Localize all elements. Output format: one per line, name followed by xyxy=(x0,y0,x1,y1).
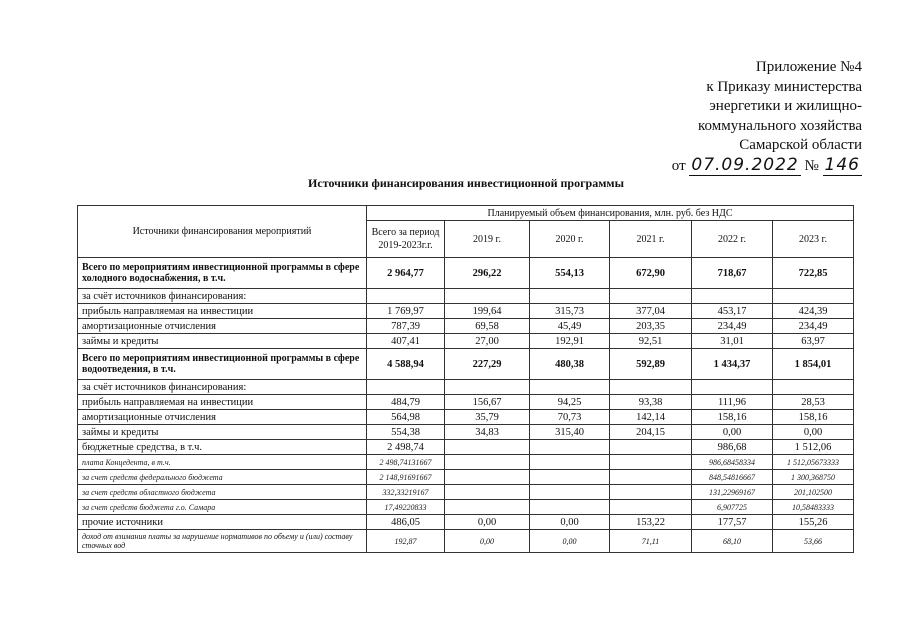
row-label: прибыль направляемая на инвестиции xyxy=(78,304,367,319)
number-prefix: № xyxy=(804,157,819,174)
row-year-value xyxy=(610,485,692,500)
row-year-value: 71,11 xyxy=(610,530,692,553)
row-year-value: 93,38 xyxy=(610,395,692,410)
row-year-value: 0,00 xyxy=(445,515,530,530)
row-year-value: 155,26 xyxy=(773,515,854,530)
row-total: 2 498,74131667 xyxy=(367,455,445,470)
row-year-value: 192,91 xyxy=(530,334,610,349)
order-number: 146 xyxy=(824,154,860,175)
header-year: 2023 г. xyxy=(773,221,854,258)
row-year-value: 68,10 xyxy=(692,530,773,553)
order-date: 07.09.2022 xyxy=(691,154,799,175)
row-label: прибыль направляемая на инвестиции xyxy=(78,395,367,410)
row-year-value: 156,67 xyxy=(445,395,530,410)
row-year-value xyxy=(610,289,692,304)
row-year-value: 199,64 xyxy=(445,304,530,319)
row-year-value xyxy=(530,440,610,455)
row-year-value: 315,40 xyxy=(530,425,610,440)
row-year-value: 111,96 xyxy=(692,395,773,410)
row-total: 2 498,74 xyxy=(367,440,445,455)
row-year-value xyxy=(445,440,530,455)
row-year-value: 28,53 xyxy=(773,395,854,410)
row-year-value: 296,22 xyxy=(445,258,530,289)
table-row xyxy=(78,515,854,530)
row-year-value: 234,49 xyxy=(773,319,854,334)
row-year-value: 201,102500 xyxy=(773,485,854,500)
row-label: плата Концедента, в т.ч. xyxy=(78,455,367,470)
row-year-value: 10,58483333 xyxy=(773,500,854,515)
row-total: 2 148,91691667 xyxy=(367,470,445,485)
row-year-value: 986,68458334 xyxy=(692,455,773,470)
row-year-value: 203,35 xyxy=(610,319,692,334)
row-year-value: 718,67 xyxy=(692,258,773,289)
table-row xyxy=(78,395,854,410)
row-year-value: 377,04 xyxy=(610,304,692,319)
table-row xyxy=(78,470,854,485)
row-label: амортизационные отчисления xyxy=(78,410,367,425)
row-year-value: 70,73 xyxy=(530,410,610,425)
row-label: бюджетные средства, в т.ч. xyxy=(78,440,367,455)
row-year-value: 153,22 xyxy=(610,515,692,530)
row-year-value xyxy=(692,289,773,304)
header-year: 2020 г. xyxy=(530,221,610,258)
row-year-value: 63,97 xyxy=(773,334,854,349)
row-total: 407,41 xyxy=(367,334,445,349)
row-year-value xyxy=(610,440,692,455)
row-total: 1 769,97 xyxy=(367,304,445,319)
row-year-value xyxy=(610,380,692,395)
row-year-value xyxy=(530,470,610,485)
row-year-value: 1 854,01 xyxy=(773,349,854,380)
row-year-value xyxy=(445,500,530,515)
row-year-value: 131,22969167 xyxy=(692,485,773,500)
row-year-value: 92,51 xyxy=(610,334,692,349)
row-year-value: 0,00 xyxy=(530,515,610,530)
row-label: за счет средств областного бюджета xyxy=(78,485,367,500)
row-label: за счёт источников финансирования: xyxy=(78,289,367,304)
header-source: Источники финансирования мероприятий xyxy=(78,206,367,258)
row-label: займы и кредиты xyxy=(78,334,367,349)
row-year-value: 1 434,37 xyxy=(692,349,773,380)
table-row xyxy=(78,334,854,349)
row-label: амортизационные отчисления xyxy=(78,319,367,334)
document-header xyxy=(600,58,862,176)
header-year: 2021 г. xyxy=(610,221,692,258)
date-prefix: от xyxy=(671,157,686,174)
table-row xyxy=(78,530,854,553)
document-title: Источники финансирования инвестиционной программы xyxy=(308,176,624,190)
row-year-value xyxy=(610,470,692,485)
row-year-value xyxy=(530,455,610,470)
row-year-value xyxy=(692,380,773,395)
row-total: 332,33219167 xyxy=(367,485,445,500)
row-total: 17,49220833 xyxy=(367,500,445,515)
row-total: 564,98 xyxy=(367,410,445,425)
row-year-value xyxy=(773,289,854,304)
header-year: 2019 г. xyxy=(445,221,530,258)
row-total: 787,39 xyxy=(367,319,445,334)
row-year-value: 94,25 xyxy=(530,395,610,410)
row-year-value xyxy=(530,289,610,304)
row-year-value: 0,00 xyxy=(692,425,773,440)
row-year-value: 592,89 xyxy=(610,349,692,380)
table-row xyxy=(78,319,854,334)
row-year-value xyxy=(445,455,530,470)
row-year-value: 672,90 xyxy=(610,258,692,289)
row-year-value: 1 512,06 xyxy=(773,440,854,455)
row-label: Всего по мероприятиям инвестиционной программы в сфере водоотведения, в т.ч. xyxy=(78,349,367,380)
table-row xyxy=(78,455,854,470)
row-year-value: 722,85 xyxy=(773,258,854,289)
row-year-value xyxy=(530,485,610,500)
header-planned: Планируемый объем финансирования, млн. руб. без НДС xyxy=(367,206,854,221)
row-total xyxy=(367,380,445,395)
row-year-value: 142,14 xyxy=(610,410,692,425)
row-year-value xyxy=(445,380,530,395)
table-row xyxy=(78,304,854,319)
row-year-value: 227,29 xyxy=(445,349,530,380)
table-row xyxy=(78,440,854,455)
row-year-value: 1 512,05673333 xyxy=(773,455,854,470)
row-year-value xyxy=(610,455,692,470)
table-row xyxy=(78,349,854,380)
table-row xyxy=(78,500,854,515)
row-year-value: 177,57 xyxy=(692,515,773,530)
row-year-value: 315,73 xyxy=(530,304,610,319)
header-line-2: к Приказу министерства xyxy=(706,78,862,95)
header-year: 2022 г. xyxy=(692,221,773,258)
row-year-value: 986,68 xyxy=(692,440,773,455)
row-year-value: 1 300,368750 xyxy=(773,470,854,485)
row-total: 554,38 xyxy=(367,425,445,440)
order-date-number xyxy=(600,156,862,177)
row-year-value: 554,13 xyxy=(530,258,610,289)
row-year-value: 453,17 xyxy=(692,304,773,319)
row-total: 192,87 xyxy=(367,530,445,553)
row-year-value: 234,49 xyxy=(692,319,773,334)
row-year-value: 35,79 xyxy=(445,410,530,425)
row-label: за счёт источников финансирования: xyxy=(78,380,367,395)
row-label: прочие источники xyxy=(78,515,367,530)
table-row xyxy=(78,410,854,425)
table-row xyxy=(78,380,854,395)
row-label: за счет средств федерального бюджета xyxy=(78,470,367,485)
row-total: 2 964,77 xyxy=(367,258,445,289)
row-year-value: 31,01 xyxy=(692,334,773,349)
row-year-value: 0,00 xyxy=(773,425,854,440)
table-row xyxy=(78,258,854,289)
header-line-5: Самарской области xyxy=(739,137,862,153)
row-total xyxy=(367,289,445,304)
table-row xyxy=(78,289,854,304)
row-total: 484,79 xyxy=(367,395,445,410)
row-year-value: 45,49 xyxy=(530,319,610,334)
row-year-value: 158,16 xyxy=(773,410,854,425)
row-year-value: 34,83 xyxy=(445,425,530,440)
header-line-3: энергетики и жилищно- xyxy=(709,98,862,114)
row-label: за счет средств бюджета г.о. Самара xyxy=(78,500,367,515)
row-label: доход от взимания платы за нарушение нормативов по объему и (или) составу сточных вод xyxy=(78,530,367,553)
row-year-value: 158,16 xyxy=(692,410,773,425)
row-year-value: 6,907725 xyxy=(692,500,773,515)
row-year-value: 480,38 xyxy=(530,349,610,380)
row-year-value xyxy=(530,380,610,395)
row-label: Всего по мероприятиям инвестиционной программы в сфере холодного водоснабжения, в т.ч. xyxy=(78,258,367,289)
row-year-value: 0,00 xyxy=(445,530,530,553)
row-year-value xyxy=(445,485,530,500)
row-year-value xyxy=(445,470,530,485)
row-year-value: 53,66 xyxy=(773,530,854,553)
row-total: 4 588,94 xyxy=(367,349,445,380)
row-year-value xyxy=(773,380,854,395)
row-year-value: 204,15 xyxy=(610,425,692,440)
row-year-value xyxy=(445,289,530,304)
header-line-4: коммунального хозяйства xyxy=(698,117,862,134)
table-row xyxy=(78,425,854,440)
header-line-1: Приложение №4 xyxy=(755,59,862,75)
row-year-value: 424,39 xyxy=(773,304,854,319)
row-label: займы и кредиты xyxy=(78,425,367,440)
row-year-value: 69,58 xyxy=(445,319,530,334)
row-year-value xyxy=(610,500,692,515)
table-row xyxy=(78,485,854,500)
row-year-value: 848,54816667 xyxy=(692,470,773,485)
header-total: Всего за период 2019-2023г.г. xyxy=(367,221,445,258)
financing-table xyxy=(77,205,854,553)
row-total: 486,05 xyxy=(367,515,445,530)
row-year-value xyxy=(530,500,610,515)
row-year-value: 0,00 xyxy=(530,530,610,553)
row-year-value: 27,00 xyxy=(445,334,530,349)
